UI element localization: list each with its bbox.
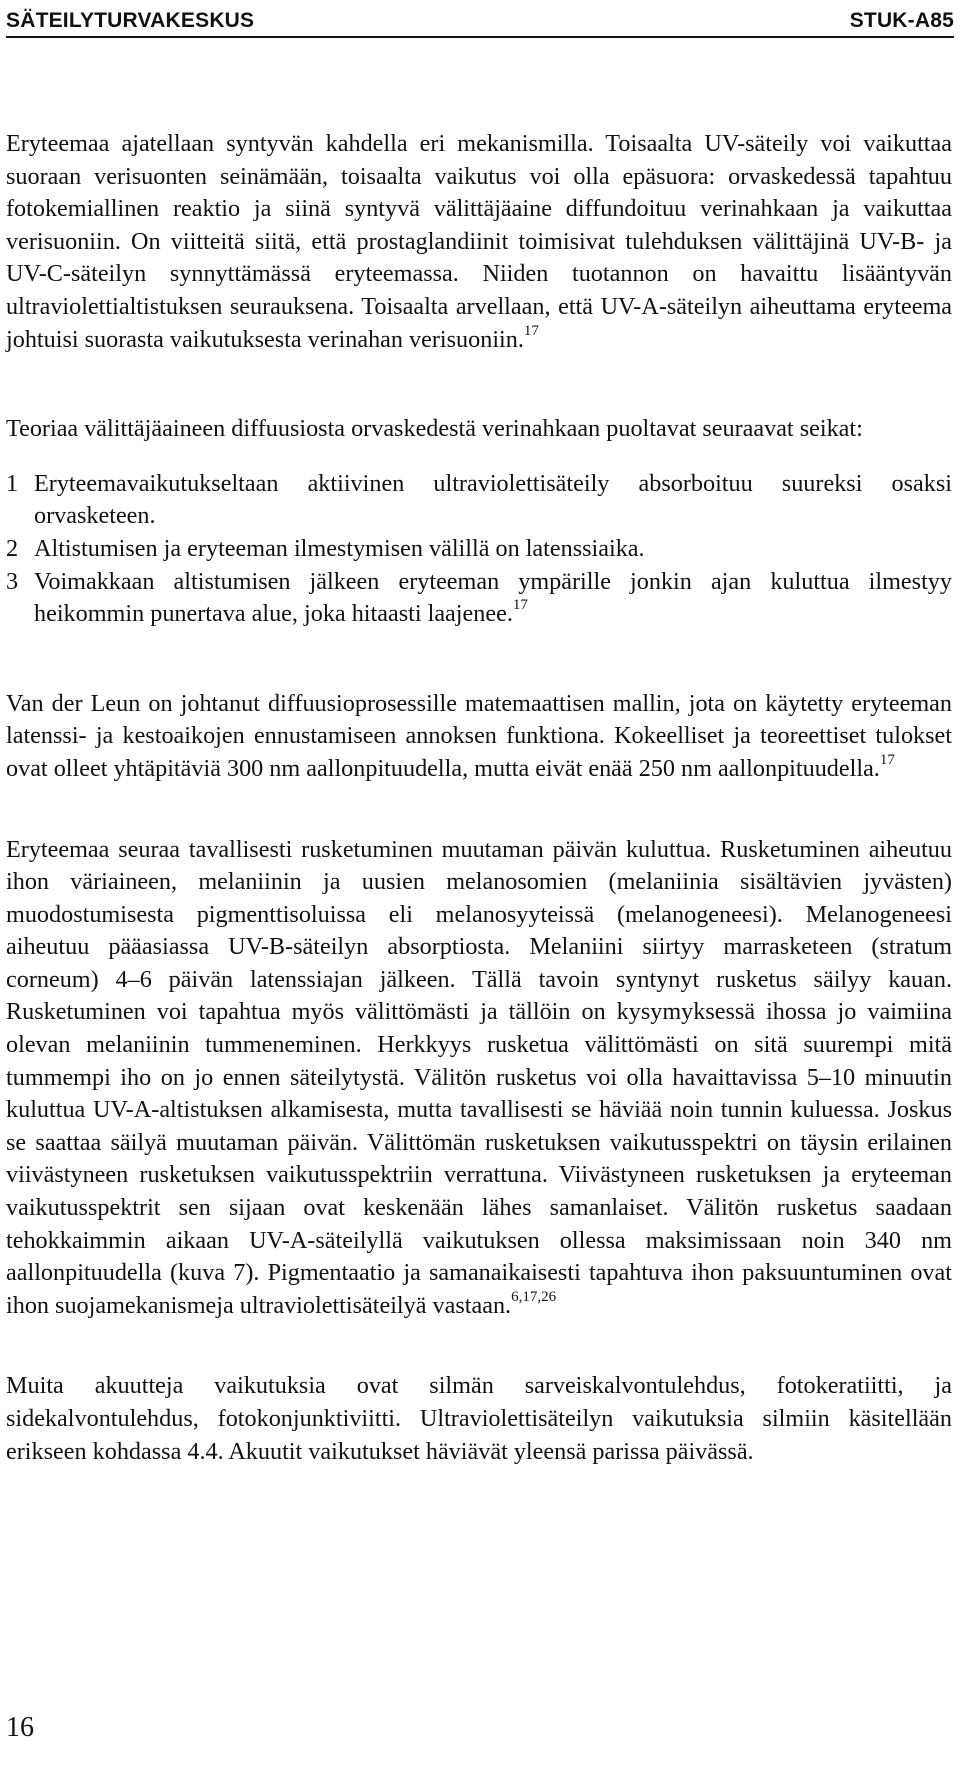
list-item	[6, 566, 952, 631]
list-item-body: Eryteemavaikutukseltaan aktiivinen ultraviolettisäteily absorboituu suureksi osaksi orvasketeen.	[34, 469, 952, 530]
header-organization: SÄTEILYTURVAKESKUS	[6, 9, 255, 32]
body-text	[6, 128, 952, 1468]
paragraph-diffusion-theory-intro	[6, 413, 952, 446]
reference-superscript: 17	[523, 322, 539, 339]
list-item	[6, 468, 952, 533]
list-item	[6, 533, 952, 566]
running-header	[6, 2, 954, 38]
list-item-body: Altistumisen ja eryteeman ilmestymisen välillä on latenssiaika.	[34, 534, 645, 562]
reference-superscript: 17	[512, 597, 528, 614]
paragraph-text: Teoriaa välittäjäaineen diffuusiosta orvaskedestä verinahkaan puoltavat seuraavat seikat:	[6, 415, 863, 443]
reference-superscript: 17	[879, 751, 895, 768]
list-item-number: 2	[6, 534, 19, 562]
paragraph-text: Van der Leun on johtanut diffuusioprosessille matemaattisen mallin, jota on käytetty eryteeman latenssi- ja kestoaikojen ennustamiseen annoksen funktiona. Kokeelliset ja teoreettiset tulokset ovat olleet yhtäpitäviä 300 nm aallonpituudella, mutta eivät enää 250 nm aallonpituudella.	[6, 689, 952, 782]
paragraph-erythema-mechanisms	[6, 128, 952, 356]
list-item-text	[34, 468, 952, 533]
paragraph-text: Muita akuutteja vaikutuksia ovat silmän sarveiskalvontulehdus, fotokeratiitti, ja sidekalvontulehdus, fotokonjunktiviitti. Ultraviolettisäteilyn vaikutuksia silmiin käsitellään erikseen kohdassa 4.4. Akuutit vaikutukset häviävät yleensä parissa päivässä.	[6, 1372, 952, 1465]
list-item-body: Voimakkaan altistumisen jälkeen eryteeman ympärille jonkin ajan kuluttua ilmestyy heikommin punertava alue, joka hitaasti laajenee.	[34, 567, 952, 628]
list-item-text	[34, 533, 952, 566]
paragraph-text: Eryteemaa seuraa tavallisesti rusketuminen muutaman päivän kuluttua. Rusketuminen aiheutuu ihon väriaineen, melaniinin ja uusien melanosomien (melaniinia sisältävien jyvästen) muodostumisesta pigmenttisoluissa eli melanosyyteissä (melanogeneesi). Melanogeneesi aiheutuu pääasiassa UV-B-säteilyn absorptiosta. Melaniini siirtyy marrasketeen (stratum corneum) 4–6 päivän latenssiajan jälkeen. Tällä tavoin syntynyt rusketus säilyy kauan. Rusketuminen voi tapahtua myös välittömästi ja tällöin on kysymyksessä ihossa jo vaimiina olevan melaniinin tummeneminen. Herkkyys rusketua välittömästi on sitä suurempi mitä tummempi iho on jo ennen säteilytystä. Välitön rusketus voi olla havaittavissa 5–10 minuutin kuluttua UV-A-altistuksen alkamisesta, mutta tavallisesti se häviää noin tunnin kuluessa. Joskus se saattaa säilyä muutaman päivän. Välittömän rusketuksen vaikutusspektri on täysin erilainen viivästyneen rusketuksen vaikutusspektriin verrattuna. Viivästyneen rusketuksen ja eryteeman vaikutusspektrit sen sijaan ovat keskenään lähes samanlaiset. Välitön rusketus saadaan tehokkaimmin aikaan UV-A-säteilyllä vaikutuksen ollessa maksimissaan noin 340 nm aallonpituudella (kuva 7). Pigmentaatio ja samanaikaisesti tapahtuva ihon paksuuntuminen ovat ihon suojamekanismeja ultraviolettisäteilyä vastaan.	[6, 835, 952, 1319]
paragraph-other-acute-effects	[6, 1370, 952, 1468]
list-item-number: 1	[6, 469, 19, 497]
list-item-text	[34, 566, 952, 631]
list-item-number: 3	[6, 567, 19, 595]
header-report-id: STUK-A85	[849, 9, 954, 32]
page-number: 16	[6, 1712, 34, 1743]
numbered-list	[6, 468, 952, 631]
paragraph-tanning	[6, 834, 952, 1323]
reference-superscript: 6,17,26	[511, 1288, 557, 1305]
paragraph-van-der-leun-model	[6, 688, 952, 786]
paragraph-text: Eryteemaa ajatellaan syntyvän kahdella eri mekanismilla. Toisaalta UV-säteily voi vaikuttaa suoraan verisuonten seinämään, toisaalta vaikutus voi olla epäsuora: orvaskedessä tapahtuu fotokemiallinen reaktio ja siinä syntyvä välittäjäaine diffundoituu verinahkaan ja vaikuttaa verisuoniin. On viitteitä siitä, että prostaglandiinit toimisivat tulehduksen välittäjinä UV-B- ja UV-C-säteilyn synnyttämässä eryteemassa. Niiden tuotannon on havaittu lisääntyvän ultraviolettialtistuksen seurauksena. Toisaalta arvellaan, että UV-A-säteilyn aiheuttama eryteema johtuisi suorasta vaikutuksesta verinahan verisuoniin.	[6, 130, 952, 353]
